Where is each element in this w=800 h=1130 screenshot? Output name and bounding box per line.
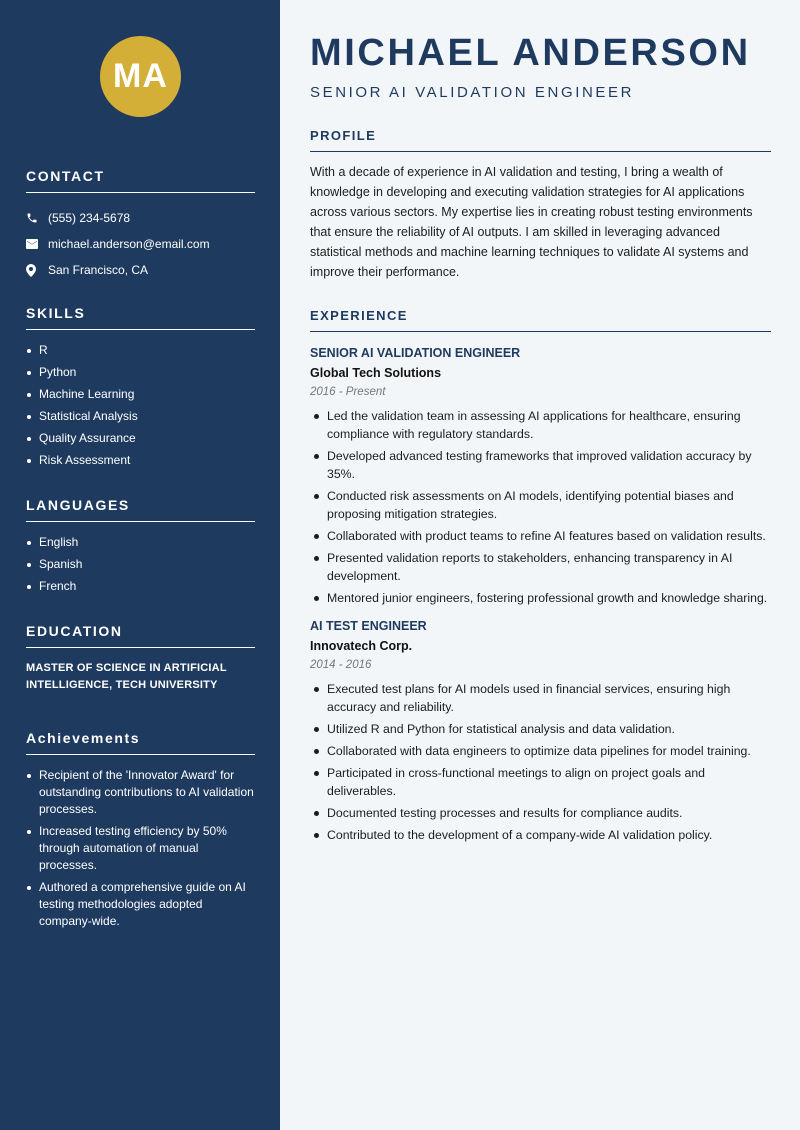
- education-section: [26, 623, 255, 694]
- job-bullet: Collaborated with product teams to refine AI features based on validation results.: [310, 527, 771, 545]
- job-title: SENIOR AI VALIDATION ENGINEER: [310, 346, 521, 360]
- achievements-list: [26, 767, 255, 930]
- email-icon: [26, 239, 48, 249]
- job-entry: [310, 619, 771, 844]
- achievement-item: Increased testing efficiency by 50% through automation of manual processes.: [26, 823, 255, 874]
- languages-list: [26, 534, 255, 595]
- job-entry: [310, 346, 771, 607]
- job-bullet: Led the validation team in assessing AI applications for healthcare, ensuring compliance with regulatory standards.: [310, 407, 771, 443]
- location-pin-icon: [26, 264, 48, 277]
- job-bullet: Utilized R and Python for statistical analysis and data validation.: [310, 720, 771, 738]
- job-bullet: Documented testing processes and results for compliance audits.: [310, 804, 771, 822]
- sidebar: [0, 0, 280, 1130]
- profile-heading: PROFILE: [310, 128, 771, 152]
- job-bullet: Presented validation reports to stakeholders, enhancing transparency in AI development.: [310, 549, 771, 585]
- phone-icon: [26, 212, 48, 224]
- candidate-title: SENIOR AI VALIDATION ENGINEER: [310, 84, 635, 101]
- avatar: MA: [100, 36, 181, 117]
- job-dates: 2016 - Present: [310, 386, 386, 398]
- contact-heading: CONTACT: [26, 168, 255, 193]
- profile-text: With a decade of experience in AI validation and testing, I bring a wealth of knowledge in developing and executing validation strategies for AI applications across various sectors. My expertise lies in creating robust testing environments that ensure the reliability of AI outputs. I am skilled in leveraging advanced statistical methods and machine learning techniques to validate AI systems and improve their performance.: [310, 165, 753, 279]
- skills-section: [26, 305, 255, 474]
- location-text: San Francisco, CA: [48, 263, 149, 277]
- job-bullets: [310, 407, 771, 607]
- achievement-item: Recipient of the 'Innovator Award' for outstanding contributions to AI validation processes.: [26, 767, 255, 818]
- skill-item: Quality Assurance: [26, 430, 255, 447]
- language-item: French: [26, 578, 255, 595]
- education-heading: EDUCATION: [26, 623, 255, 648]
- job-bullet: Collaborated with data engineers to optimize data pipelines for model training.: [310, 742, 771, 760]
- skills-heading: SKILLS: [26, 305, 255, 330]
- job-bullet: Participated in cross-functional meetings to align on project goals and deliverables.: [310, 764, 771, 800]
- job-bullet: Developed advanced testing frameworks that improved validation accuracy by 35%.: [310, 447, 771, 483]
- achievements-heading: Achievements: [26, 730, 255, 755]
- job-bullet: Executed test plans for AI models used in financial services, ensuring high accuracy and reliability.: [310, 680, 771, 716]
- experience-heading: EXPERIENCE: [310, 308, 771, 332]
- skill-item: Statistical Analysis: [26, 408, 255, 425]
- languages-section: [26, 497, 255, 600]
- experience-section: [310, 308, 771, 848]
- job-bullet: Contributed to the development of a company-wide AI validation policy.: [310, 826, 771, 844]
- company-name: Global Tech Solutions: [310, 366, 442, 380]
- achievements-section: [26, 730, 255, 935]
- skill-item: Risk Assessment: [26, 452, 255, 469]
- contact-location: [26, 257, 255, 283]
- contact-phone: [26, 205, 255, 231]
- skill-item: Python: [26, 364, 255, 381]
- skill-item: R: [26, 342, 255, 359]
- job-bullets: [310, 680, 771, 844]
- education-degree: MASTER OF SCIENCE IN ARTIFICIAL INTELLIGENCE, TECH UNIVERSITY: [26, 662, 227, 691]
- phone-text: (555) 234-5678: [48, 211, 131, 225]
- email-text: michael.anderson@email.com: [48, 237, 210, 251]
- achievement-item: Authored a comprehensive guide on AI testing methodologies adopted company-wide.: [26, 879, 255, 930]
- language-item: Spanish: [26, 556, 255, 573]
- job-dates: 2014 - 2016: [310, 659, 372, 671]
- job-bullet: Mentored junior engineers, fostering professional growth and knowledge sharing.: [310, 589, 771, 607]
- contact-section: [26, 168, 255, 283]
- candidate-name: MICHAEL ANDERSON: [310, 32, 751, 74]
- profile-section: [310, 128, 771, 282]
- job-title: AI TEST ENGINEER: [310, 619, 427, 633]
- job-bullet: Conducted risk assessments on AI models, identifying potential biases and proposing mitigation strategies.: [310, 487, 771, 523]
- contact-email: [26, 231, 255, 257]
- skills-list: [26, 342, 255, 469]
- languages-heading: LANGUAGES: [26, 497, 255, 522]
- language-item: English: [26, 534, 255, 551]
- skill-item: Machine Learning: [26, 386, 255, 403]
- company-name: Innovatech Corp.: [310, 639, 413, 653]
